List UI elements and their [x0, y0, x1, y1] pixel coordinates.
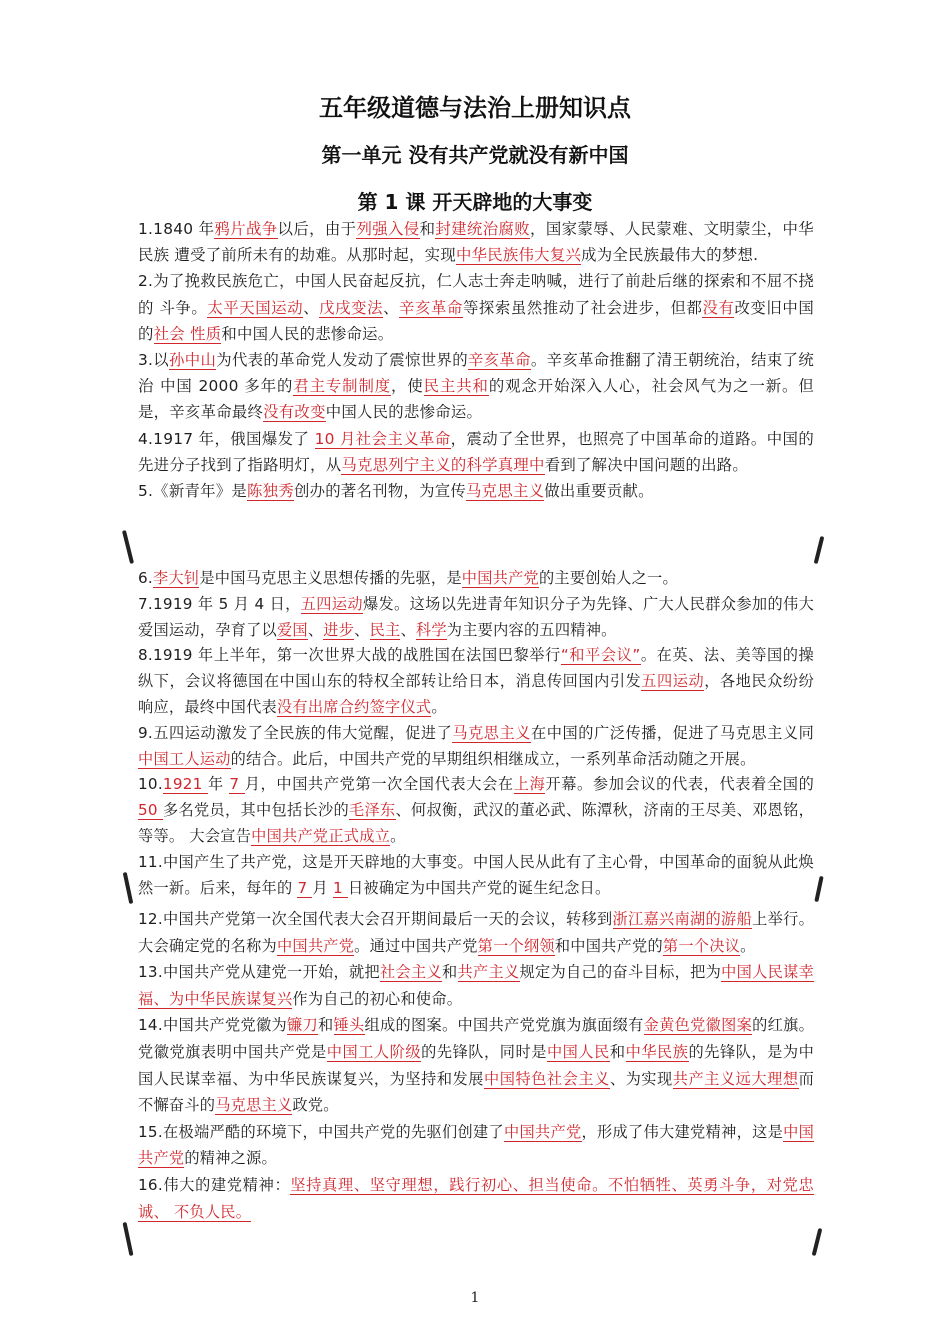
- unit-heading: 第一单元 没有共产党就没有新中国: [321, 143, 629, 167]
- point-text: 的先锋队，同时是: [421, 1042, 547, 1061]
- key-term: 中国共产党: [138, 1122, 815, 1168]
- point-text: 以后，由于: [277, 220, 357, 238]
- point-text: 6.: [138, 569, 153, 587]
- key-term: 民主共和: [423, 377, 489, 396]
- point-text: 月，中国共产党第一次全国代表大会在: [244, 775, 514, 794]
- point-text: 月: [312, 878, 333, 897]
- point-text: 1.1840 年: [138, 220, 215, 238]
- key-term: 五四运动: [300, 594, 363, 613]
- notes-photo-3: [128, 906, 822, 1258]
- key-term: 中国人民: [546, 1042, 610, 1061]
- key-term: 社会主义: [380, 963, 443, 982]
- key-term: 共产主义: [457, 963, 520, 982]
- point-text: 的精神之源。: [184, 1149, 277, 1168]
- key-term: 中国人民谋幸福、为中华民族谋复兴: [138, 963, 815, 1008]
- point-text: 。: [431, 697, 447, 716]
- point-text: 5.《新青年》是: [138, 482, 248, 501]
- key-term: 中华民族伟大复兴: [455, 246, 582, 265]
- key-term: 民主: [369, 620, 401, 639]
- key-term: 50: [138, 801, 163, 820]
- point-text: 为主要内容的五四精神。: [446, 620, 617, 639]
- point-text: 11.中国产生了共产党，这是开天辟地的大事变。中国人民从此有了主心骨，中国革命的面貌从此焕然一新。后来，每年的: [138, 852, 814, 897]
- point-text: 改变旧中国的: [138, 298, 814, 343]
- key-term: 陈独秀: [247, 482, 294, 501]
- point-text: ，形成了伟大建党精神，这是: [581, 1122, 784, 1141]
- key-term: 孙中山: [169, 351, 217, 370]
- key-term: 封建统治腐败: [435, 220, 531, 238]
- point-text: 7.1919 年 5 月 4 日，: [138, 594, 301, 613]
- point-text: 成为全民族最伟大的梦想.: [581, 246, 759, 265]
- key-term: 中华民族: [625, 1042, 689, 1061]
- point-text: 看到了解决中国问题的出路。: [544, 455, 749, 474]
- point-text: 、为实现: [609, 1069, 673, 1088]
- point-text: 。通过中国共产党: [354, 936, 478, 955]
- point-text: 、: [354, 620, 370, 639]
- point-text: 12.中国共产党第一次全国代表大会召开期间最后一天的会议，转移到: [138, 910, 613, 928]
- knowledge-point: [128, 216, 822, 268]
- key-term: 马克思主义: [215, 1096, 293, 1115]
- key-term: 鸦片战争: [214, 220, 278, 238]
- key-term: 戊戌变法: [319, 298, 384, 317]
- point-text: 9.五四运动激发了全民族的伟大觉醒，促进了: [138, 723, 453, 742]
- key-term: 爱国: [276, 620, 308, 639]
- key-term: 浙江嘉兴南湖的游船: [612, 910, 753, 928]
- point-text: ，各地民众纷纷响应，最终中国代表: [138, 672, 815, 716]
- key-term: 第一个纲领: [477, 936, 555, 955]
- key-term: 中国共产党: [461, 569, 539, 587]
- key-term: 锤头: [333, 1016, 365, 1035]
- key-term: 李大钊: [153, 569, 200, 587]
- point-text: 16.伟大的建党精神：: [138, 1175, 291, 1194]
- point-text: 和: [419, 220, 436, 238]
- page-number: 1: [470, 1290, 480, 1306]
- knowledge-point: [128, 1119, 822, 1172]
- key-term: 1: [332, 878, 348, 897]
- key-term: 列强入侵: [356, 220, 420, 238]
- key-term: 7: [229, 775, 245, 794]
- point-text: 的红旗。党徽党旗表明中国共产党是: [138, 1016, 815, 1061]
- knowledge-point: [128, 478, 822, 504]
- knowledge-point: [128, 850, 822, 902]
- knowledge-point: [128, 772, 822, 849]
- point-text: 的先锋队，是为中国人民谋幸福、为中华民族谋复兴，为坚持和发展: [138, 1042, 815, 1088]
- key-term: 没有改变: [263, 403, 326, 422]
- key-term: 共产主义远大理想: [672, 1069, 799, 1088]
- key-term: 中国特色社会主义: [484, 1069, 610, 1088]
- point-text: 4.1917 年，俄国爆发了: [138, 429, 315, 448]
- point-text: 和: [318, 1016, 334, 1035]
- knowledge-point: [128, 906, 822, 959]
- knowledge-point: [128, 566, 822, 592]
- point-text: 爆发。这场以先进青年知识分子为先锋、广大人民群众参加的伟大爱国运动，孕育了以: [138, 594, 815, 639]
- point-text: 作为自己的初心和使命。: [292, 989, 463, 1008]
- point-text: 的结合。此后，中国共产党的早期组织相继成立，一系列革命活动随之开展。: [230, 749, 756, 768]
- key-term: 7: [297, 878, 313, 897]
- key-term: 辛亥革命: [399, 298, 463, 317]
- point-text: 开幕。参加会议的代表，代表着全国的: [545, 775, 815, 794]
- point-text: 13.中国共产党从建党一开始，就把: [138, 963, 380, 982]
- point-text: 在中国的广泛传播，促进了马克思主义同: [531, 723, 815, 742]
- lesson-heading: 第 1 课 开天辟地的大事变: [357, 190, 593, 214]
- knowledge-point: [128, 721, 822, 773]
- point-text: 。在英、法、美等国的操纵下，会议将德国在中国山东的特权全部转让给日本，消息传回国内引发: [138, 646, 814, 691]
- point-text: 年: [208, 775, 230, 794]
- key-term: 10 月社会主义革命: [314, 429, 451, 448]
- document-title: 五年级道德与法治上册知识点: [319, 94, 631, 122]
- key-term: 1921: [162, 775, 209, 794]
- point-text: 10.: [138, 775, 163, 794]
- point-text: 规定为自己的奋斗目标，把为: [519, 963, 722, 982]
- point-text: 、: [400, 620, 416, 639]
- key-term: 科学: [415, 620, 447, 639]
- point-text: 的主要创始人之一。: [538, 569, 678, 587]
- key-term: 镰刀: [287, 1016, 319, 1035]
- key-term: 进步: [323, 620, 355, 639]
- knowledge-point: [128, 592, 822, 644]
- key-term: 中国工人阶级: [326, 1042, 422, 1061]
- point-text: 等探索虽然推动了社会进步，但都: [462, 298, 703, 317]
- key-term: 五四运动: [641, 672, 705, 691]
- key-term: 上海: [513, 775, 546, 794]
- point-text: 8.1919 年上半年，第一次世界大战的战胜国在法国巴黎举行: [138, 646, 561, 665]
- point-text: 2.为了挽救民族危亡，中国人民奋起反抗，仁人志士奔走呐喊，进行了前赴后继的探索和不屈不挠的 斗争。: [138, 272, 814, 317]
- key-term: 金黄色党徽图案: [643, 1016, 753, 1035]
- key-term: 马克思主义: [452, 723, 532, 742]
- key-term: 第一个决议: [662, 936, 741, 955]
- key-term: 中国工人运动: [138, 749, 231, 768]
- point-text: 中国人民的悲惨命运。: [325, 403, 483, 422]
- point-text: 组成的图案。中国共产党党旗为旗面缀有: [364, 1016, 644, 1035]
- knowledge-point: [128, 643, 822, 720]
- key-term: 太平天国运动: [207, 298, 304, 317]
- point-text: 而不懈奋斗的: [138, 1069, 815, 1115]
- knowledge-point: [128, 959, 822, 1012]
- point-text: 、: [307, 620, 324, 639]
- key-term: 中国共产党: [504, 1122, 582, 1141]
- point-text: 3.以: [138, 351, 170, 370]
- point-text: 日被确定为中国共产党的诞生纪念日。: [347, 878, 611, 897]
- key-term: 没有出席合约签字仪式: [276, 697, 432, 716]
- point-text: 做出重要贡献。: [544, 482, 654, 501]
- key-term: 没有: [702, 298, 735, 317]
- key-term: 坚持真理、坚守理想，践行初心、担当使命。不怕牺牲、英勇斗争，对党忠诚、 不负人民。: [138, 1175, 814, 1221]
- key-term: 马克思列宁主义的科学真理中: [341, 455, 545, 474]
- knowledge-point: [128, 268, 822, 347]
- point-text: 、: [303, 298, 320, 317]
- key-term: “和平会议”: [560, 646, 641, 665]
- point-text: 、: [383, 298, 400, 317]
- key-term: 中国共产党正式成立: [251, 826, 391, 845]
- knowledge-point: [128, 426, 822, 478]
- key-term: 君主专制制度: [293, 377, 392, 396]
- point-text: 创办的著名刊物，为宣传: [293, 482, 467, 501]
- knowledge-point: [128, 347, 822, 426]
- key-term: 辛亥革命: [467, 351, 531, 370]
- point-text: 的观念开始深入人心，社会风气为之一新。但是，辛亥革命最终: [138, 377, 814, 422]
- point-text: 15.在极端严酷的环境下，中国共产党的先驱们创建了: [138, 1122, 505, 1141]
- point-text: 。: [740, 936, 756, 955]
- point-text: 为代表的革命党人发动了震惊世界的: [216, 351, 468, 370]
- point-text: 。辛亥革命推翻了清王朝统治，结束了统治 中国 2000 多年的: [138, 351, 814, 396]
- knowledge-point: [128, 1012, 822, 1118]
- key-term: 中国共产党: [276, 936, 355, 955]
- point-text: ，震动了全世界，也照亮了中国革命的道路。中国的先进分子找到了指路明灯，从: [138, 429, 814, 474]
- point-text: ，国家蒙辱、人民蒙难、文明蒙尘，中华民族 遭受了前所未有的劫难。从那时起，实现: [138, 220, 814, 265]
- point-text: 和中国人民的悲惨命运。: [221, 324, 394, 343]
- point-text: 政党。: [292, 1096, 339, 1115]
- point-text: ，使: [391, 377, 424, 396]
- key-term: 毛泽东: [349, 801, 396, 820]
- point-text: 和: [442, 963, 458, 982]
- point-text: 14.中国共产党党徽为: [138, 1016, 287, 1035]
- key-term: 马克思主义: [466, 482, 545, 501]
- point-text: 和: [609, 1042, 626, 1061]
- key-term: 社会 性质: [153, 324, 222, 343]
- notes-photo-2: [128, 566, 822, 904]
- point-text: 、何叔衡，武汉的董必武、陈潭秋，济南的王尽美、邓恩铭，等等。 大会宣告: [138, 801, 815, 845]
- knowledge-point: [128, 1172, 822, 1225]
- point-text: 上举行。大会确定党的名称为: [138, 910, 815, 955]
- point-text: 。: [390, 826, 406, 845]
- point-text: 多名党员，其中包括长沙的: [162, 801, 349, 820]
- point-text: 和中国共产党的: [554, 936, 663, 955]
- point-text: 是中国马克思主义思想传播的先驱，是: [199, 569, 462, 587]
- notes-photo-1: [128, 216, 822, 564]
